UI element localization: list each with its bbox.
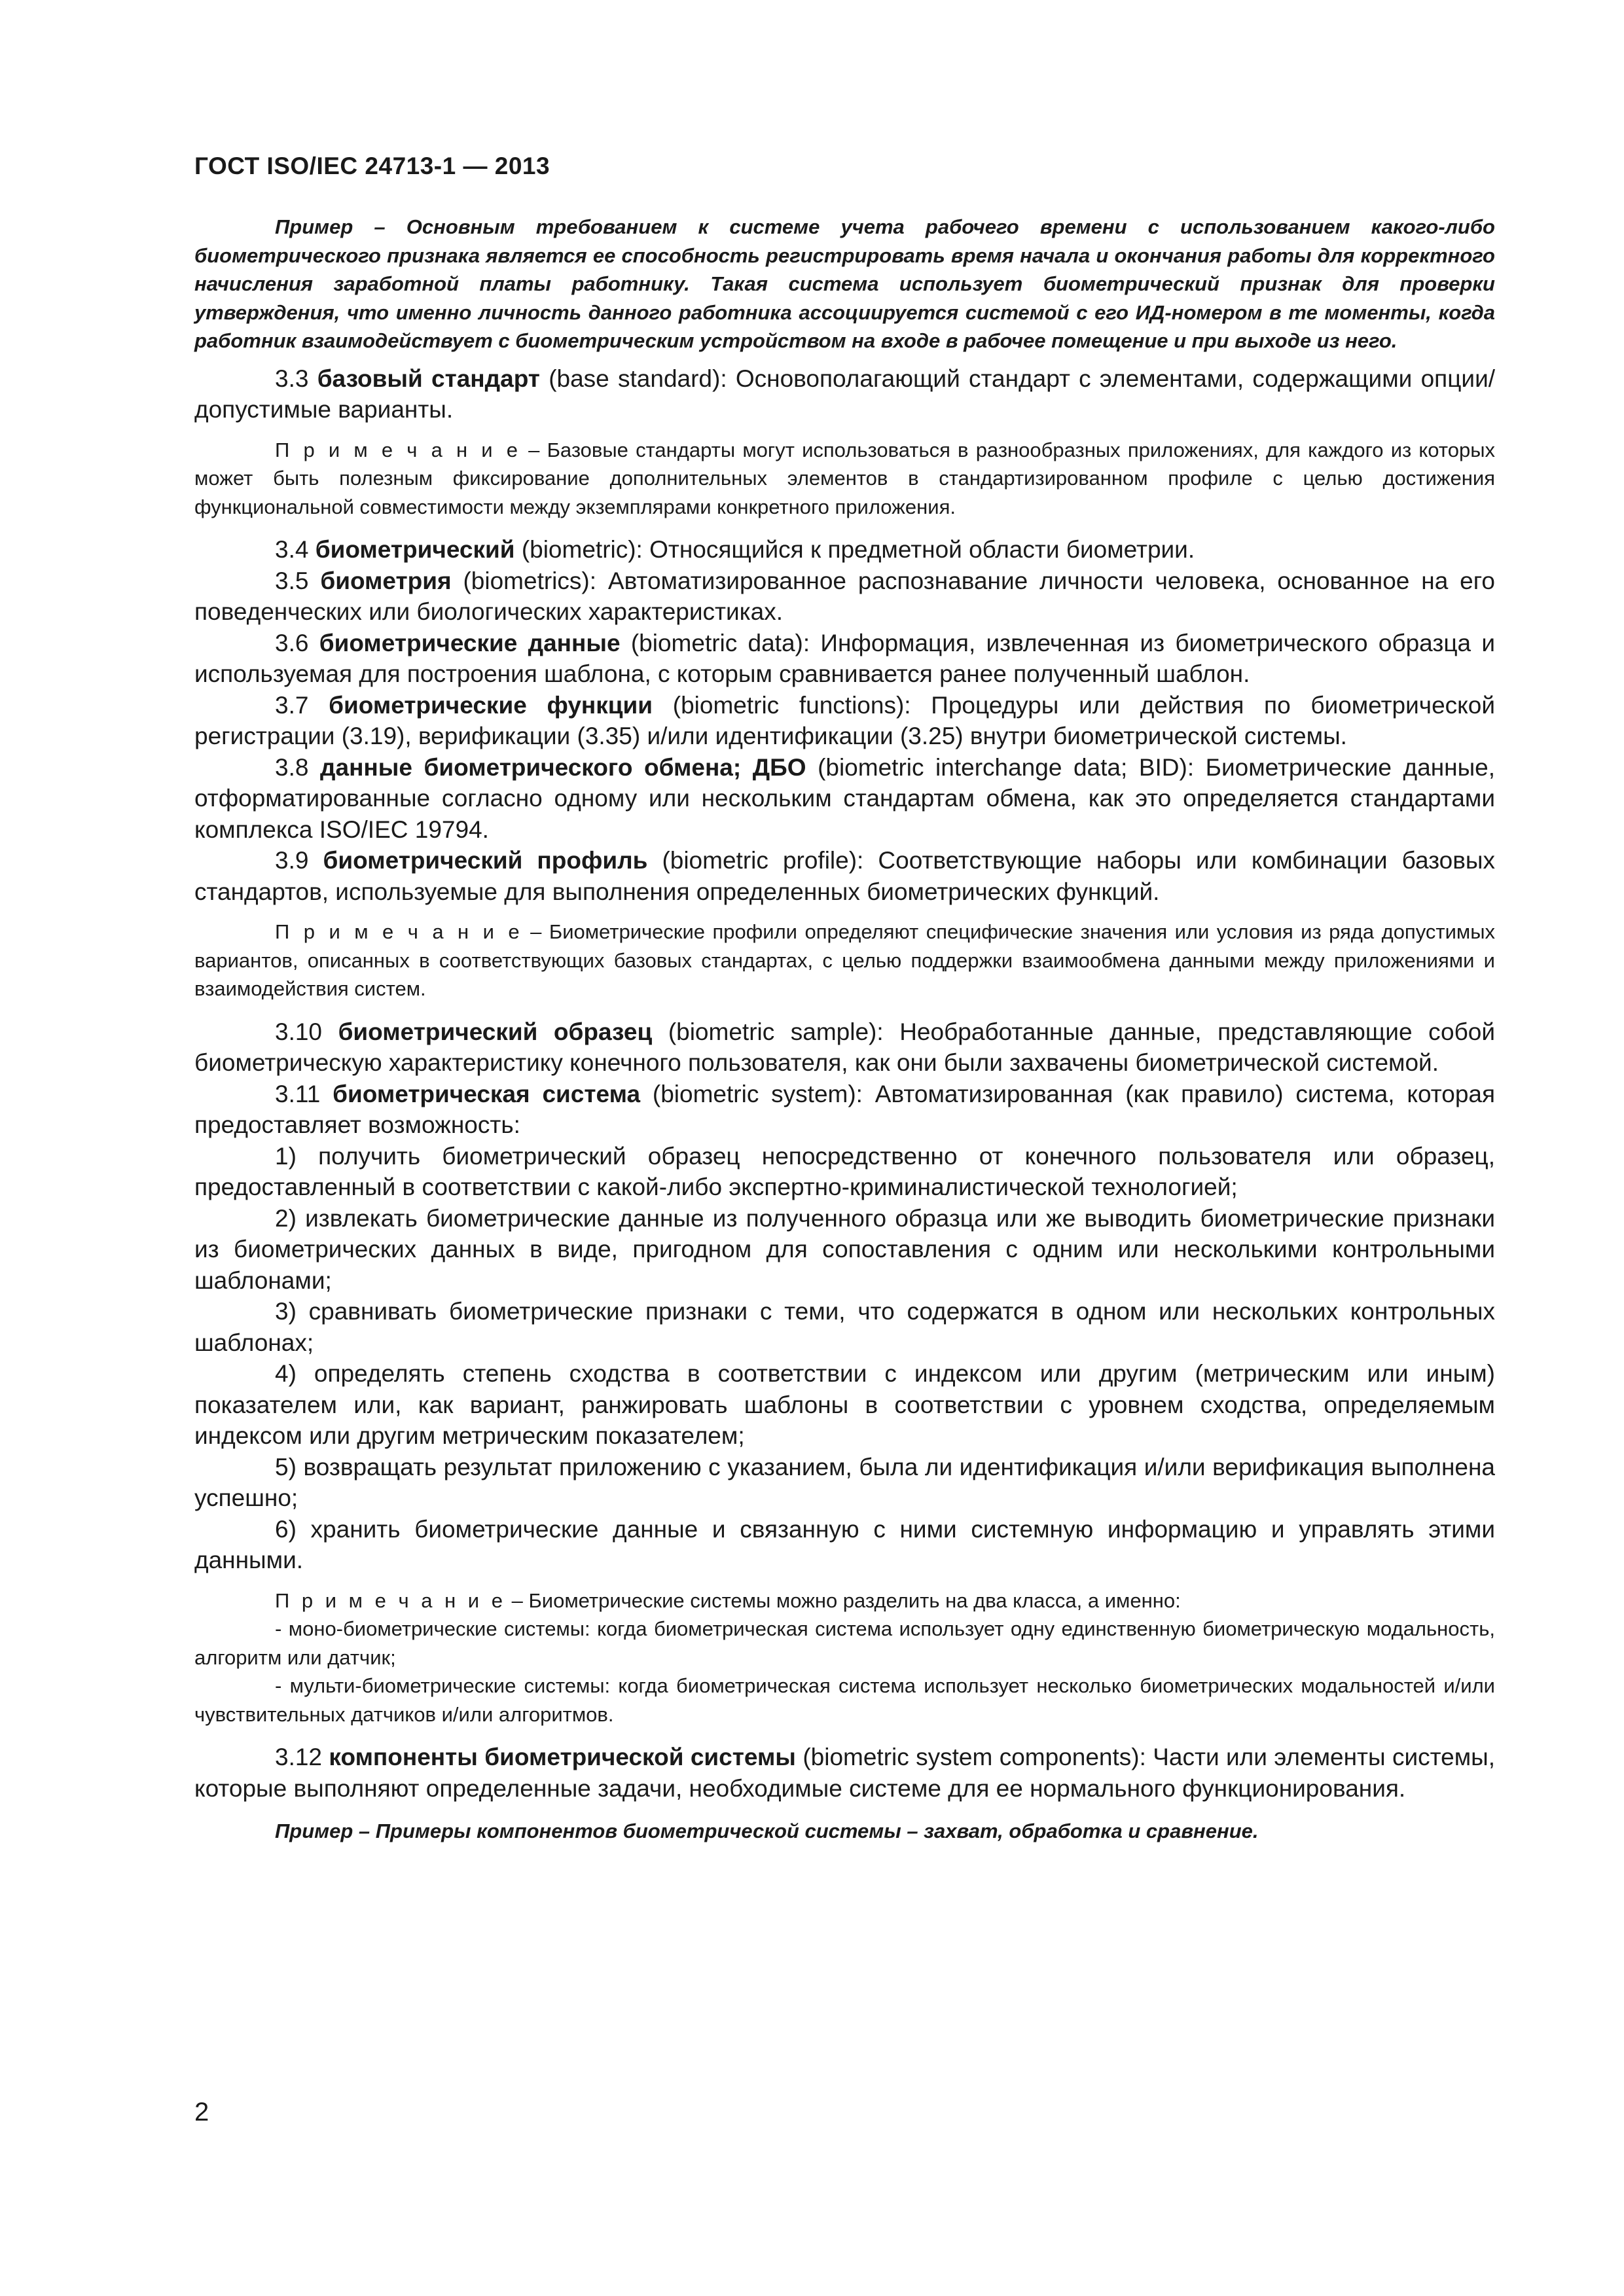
document-header: ГОСТ ISO/IEC 24713-1 — 2013 xyxy=(194,152,550,179)
page-number: 2 xyxy=(194,2098,209,2126)
list-item: 6) хранить биометрические данные и связанную с ними системную информацию и управлять этими данными. xyxy=(194,1515,1495,1573)
note-biometric-profiles: П р и м е ч а н и е – Биометрические профили определяют специфические значения или условия из ряда допустимых вариантов, описанных в соответствующих базовых стандартах, с целью поддержки взаимообмена данными между приложениями и взаимодействия систем. xyxy=(194,920,1495,1000)
term-name: биометрическая система xyxy=(333,1080,641,1107)
note-base-standards: П р и м е ч а н и е – Базовые стандарты могут использоваться в разнообразных приложениях, для каждого из которых может быть полезным фиксирование дополнительных элементов в стандартизированном профиле с целью достижения функциональной совместимости между экземплярами конкретного приложения. xyxy=(194,438,1495,518)
term-3-6: 3.6 биометрические данные (biometric data): Информация, извлеченная из биометрического образца и используемая для построения шаблона, с которым сравнивается ранее полученный шаблон. xyxy=(194,629,1496,687)
term-name: биометрические данные xyxy=(319,629,621,656)
term-name: биометрия xyxy=(320,567,452,594)
example-paragraph: Пример – Основным требованием к системе учета рабочего времени с использованием какого-либо биометрического признака является ее способность регистрировать время начала и окончания работы для корректного начисления заработной платы работнику. Такая система использует биометрический признак для проверки утверждения, что именно личность данного работника ассоциируется системой с его ИД-номером в те моменты, когда работник взаимодействует с биометрическим устройством на входе в рабочее помещение и при выходе из него. xyxy=(194,215,1495,352)
note-intro: П р и м е ч а н и е – Биометрические системы можно разделить на два класса, а именно: xyxy=(275,1588,1181,1612)
term-name: биометрический образец xyxy=(338,1018,653,1045)
list-item: 5) возвращать результат приложению с указанием, была ли идентификация и/или верификация выполнена успешно; xyxy=(194,1453,1495,1511)
term-name: компоненты биометрической системы xyxy=(329,1744,796,1770)
term-name: биометрический xyxy=(315,536,515,563)
list-item: 2) извлекать биометрические данные из полученного образца или же выводить биометрические признаки из биометрических данных в виде, пригодном для сопоставления с одним или несколькими контрольными шаблонами; xyxy=(194,1204,1495,1294)
term-3-7: 3.7 биометрические функции (biometric functions): Процедуры или действия по биометрической регистрации (3.19), верификации (3.35) и/или идентификации (3.25) внутри биометрической системы. xyxy=(194,691,1495,749)
note-item: - мульти-биометрические системы: когда биометрическая система использует несколько биометрических модальностей и/или чувствительных датчиков и/или алгоритмов. xyxy=(194,1674,1495,1726)
term-name: данные биометрического обмена; ДБО xyxy=(320,753,806,781)
term-3-11: 3.11 биометрическая система (biometric system): Автоматизированная (как правило) система, которая предоставляет возможность: xyxy=(194,1080,1496,1138)
term-3-4: 3.4 биометрический (biometric): Относящийся к предметной области биометрии. xyxy=(275,536,1195,563)
document-body xyxy=(194,213,1495,1846)
term-3-9: 3.9 биометрический профиль (biometric profile): Соответствующие наборы или комбинации базовых стандартов, используемые для выполнения определенных биометрических функций. xyxy=(194,847,1495,905)
term-3-10: 3.10 биометрический образец (biometric sample): Необработанные данные, представляющие собой биометрическую характеристику конечного пользователя, как они были захвачены биометрической системой. xyxy=(194,1018,1496,1076)
example-paragraph: Пример – Примеры компонентов биометрической системы – захват, обработка и сравнение. xyxy=(275,1820,1259,1842)
note-item: - моно-биометрические системы: когда биометрическая система использует одну единственную биометрическую модальность, алгоритм или датчик; xyxy=(194,1617,1495,1669)
list-item: 1) получить биометрический образец непосредственно от конечного пользователя или образец, предоставленный в соответствии с какой-либо экспертно-криминалистической технологией; xyxy=(194,1142,1495,1200)
term-3-5: 3.5 биометрия (biometrics): Автоматизированное распознавание личности человека, основанное на его поведенческих или биологических характеристиках. xyxy=(194,567,1496,625)
term-3-3: 3.3 базовый стандарт (base standard): Основополагающий стандарт с элементами, содержащими опции/допустимые варианты. xyxy=(194,365,1496,423)
list-item: 4) определять степень сходства в соответствии с индексом или другим (метрическим или иным) показателем или, как вариант, ранжировать шаблоны в соответствии с уровнем сходства, определяемым индексом или другим метрическим показателем; xyxy=(194,1360,1495,1449)
list-item: 3) сравнивать биометрические признаки с теми, что содержатся в одном или нескольких контрольных шаблонах; xyxy=(194,1298,1495,1356)
term-name: базовый стандарт xyxy=(317,365,540,392)
term-name: биометрические функции xyxy=(329,691,653,719)
term-3-12: 3.12 компоненты биометрической системы (biometric system components): Части или элементы системы, которые выполняют определенные задачи, необходимые системе для ее нормального функционирования. xyxy=(194,1744,1496,1802)
term-3-8: 3.8 данные биометрического обмена; ДБО (biometric interchange data; BID): Биометрические данные, отформатированные согласно одному или нескольким стандартам обмена, как это определяется стандартами комплекса ISO/IEC 19794. xyxy=(194,753,1496,843)
note-biometric-systems xyxy=(194,1587,1495,1729)
term-name: биометрический профиль xyxy=(323,847,648,874)
